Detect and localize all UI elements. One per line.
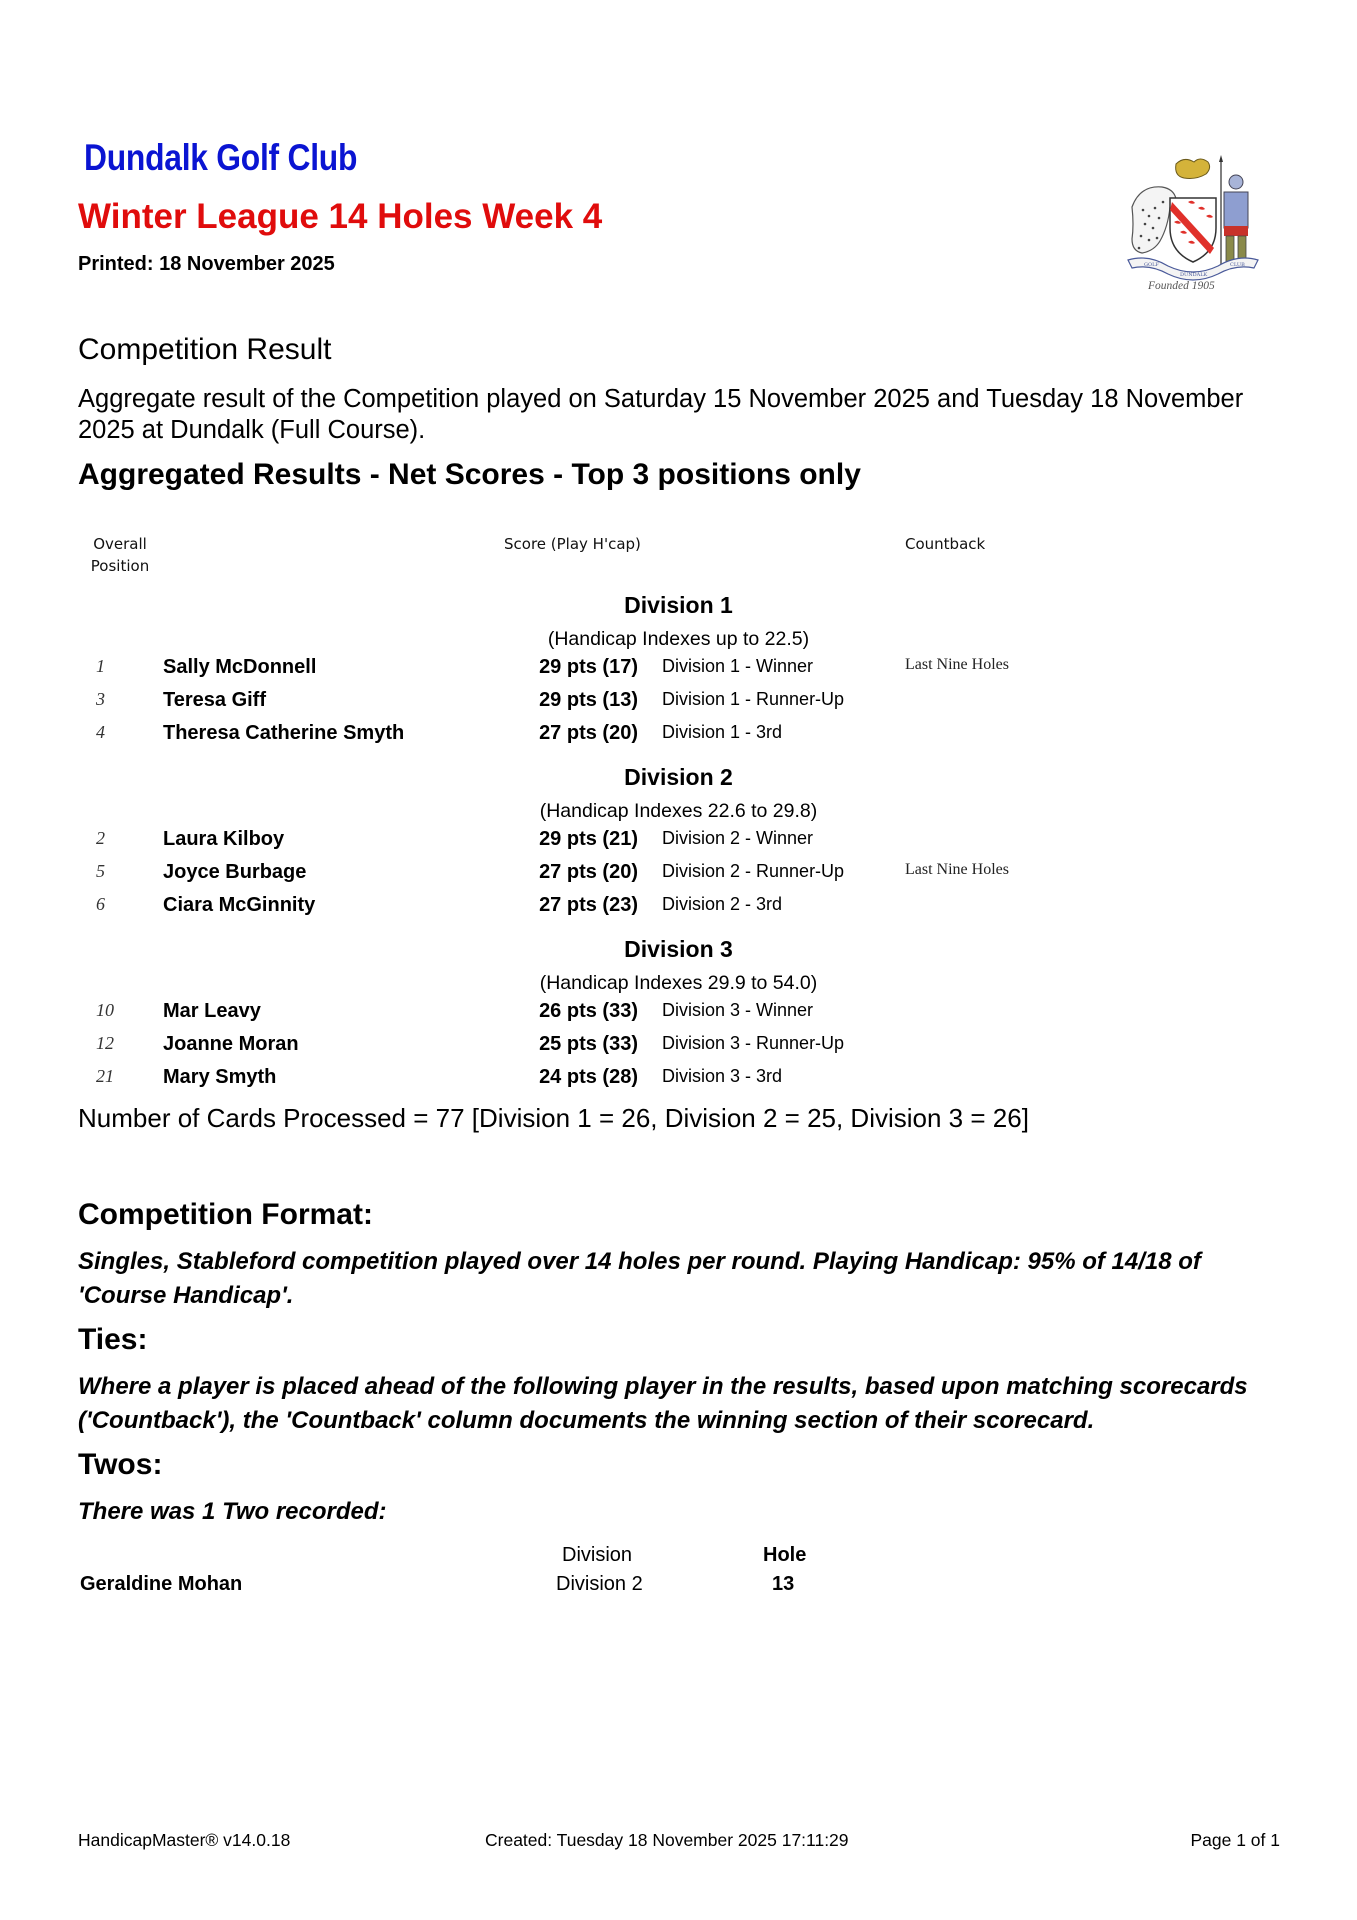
table-row <box>0 1033 1357 1063</box>
ties-heading: Ties: <box>78 1323 148 1356</box>
table-row <box>0 894 1357 924</box>
award: Division 2 - 3rd <box>662 894 783 914</box>
cards-processed: Number of Cards Processed = 77 [Division 1 = 26, Division 2 = 25, Division 3 = 26] <box>78 1103 1029 1133</box>
player-name: Theresa Catherine Smyth <box>163 722 405 744</box>
award: Division 2 - Runner-Up <box>662 861 845 881</box>
column-header-countback: Countback <box>905 535 986 553</box>
division-1-title: Division 1 <box>624 592 733 618</box>
competition-format-text: Singles, Stableford competition played over 14 holes per round. Playing Handicap: 95% of 14/18 of 'Course Handicap'. <box>78 1248 1201 1309</box>
division-2-title: Division 2 <box>624 764 733 790</box>
award: Division 3 - Winner <box>662 1000 814 1020</box>
column-header-position <box>90 533 150 577</box>
score: 27 pts (20) <box>539 861 638 883</box>
twos-player-hole: 13 <box>772 1573 795 1595</box>
score: 27 pts (23) <box>539 894 638 916</box>
position: 1 <box>96 656 105 676</box>
column-header-position-line1: Overall <box>93 535 147 553</box>
competition-title: Winter League 14 Holes Week 4 <box>78 197 603 236</box>
player-name: Mary Smyth <box>163 1066 277 1088</box>
club-name: Dundalk Golf Club <box>84 137 358 178</box>
twos-player-division: Division 2 <box>556 1573 643 1595</box>
award: Division 1 - Runner-Up <box>662 689 845 709</box>
competition-result-heading: Competition Result <box>78 333 332 366</box>
player-name: Joanne Moran <box>163 1033 299 1055</box>
division-1-range: (Handicap Indexes up to 22.5) <box>547 628 810 650</box>
score: 29 pts (13) <box>539 689 638 711</box>
table-row <box>0 861 1357 891</box>
position: 6 <box>96 894 105 914</box>
score: 25 pts (33) <box>539 1033 638 1055</box>
division-3-range: (Handicap Indexes 29.9 to 54.0) <box>539 972 818 994</box>
position: 21 <box>96 1066 114 1086</box>
twos-heading: Twos: <box>78 1448 163 1481</box>
twos-player-name: Geraldine Mohan <box>80 1573 243 1595</box>
twos-summary: There was 1 Two recorded: <box>78 1498 387 1525</box>
table-row <box>0 1000 1357 1030</box>
column-header-position-line2: Position <box>90 557 150 575</box>
crest-scroll-club: CLUB <box>1230 262 1245 268</box>
countback: Last Nine Holes <box>905 656 1009 673</box>
position: 2 <box>96 828 105 848</box>
logo-caption: Founded 1905 <box>1148 280 1215 292</box>
score: 29 pts (17) <box>539 656 638 678</box>
position: 10 <box>96 1000 114 1020</box>
player-name: Mar Leavy <box>163 1000 261 1022</box>
table-row <box>0 1066 1357 1096</box>
position: 5 <box>96 861 105 881</box>
division-2-range: (Handicap Indexes 22.6 to 29.8) <box>539 800 818 822</box>
twos-column-division: Division <box>562 1544 633 1566</box>
position: 12 <box>96 1033 114 1053</box>
aggregated-results-heading: Aggregated Results - Net Scores - Top 3 positions only <box>78 458 861 491</box>
twos-column-hole: Hole <box>763 1544 807 1566</box>
competition-description: Aggregate result of the Competition played on Saturday 15 November 2025 and Tuesday 18 November 2025 at Dundalk (Full Course). <box>78 385 1244 444</box>
player-name: Laura Kilboy <box>163 828 285 850</box>
position: 3 <box>96 689 105 709</box>
column-header-score: Score (Play H'cap) <box>504 535 641 553</box>
table-row <box>0 722 1357 752</box>
ties-text: Where a player is placed ahead of the following player in the results, based upon matching scorecards ('Countback'), the 'Countback' column documents the winning section of their scorecard. <box>78 1373 1248 1434</box>
award: Division 2 - Winner <box>662 828 814 848</box>
footer-page-number: Page 1 of 1 <box>1190 1830 1280 1850</box>
footer-created-timestamp: Created: Tuesday 18 November 2025 17:11:29 <box>485 1830 849 1850</box>
club-crest-logo <box>1118 152 1268 302</box>
score: 24 pts (28) <box>539 1066 638 1088</box>
player-name: Sally McDonnell <box>163 656 317 678</box>
printed-date: Printed: 18 November 2025 <box>78 253 335 275</box>
score: 29 pts (21) <box>539 828 638 850</box>
countback: Last Nine Holes <box>905 861 1009 878</box>
table-row <box>0 828 1357 858</box>
crest-scroll-golf: GOLF <box>1144 262 1159 268</box>
award: Division 1 - Winner <box>662 656 814 676</box>
table-row <box>0 689 1357 719</box>
table-row <box>0 656 1357 686</box>
player-name: Ciara McGinnity <box>163 894 316 916</box>
score: 26 pts (33) <box>539 1000 638 1022</box>
division-3-title: Division 3 <box>624 936 733 962</box>
player-name: Joyce Burbage <box>163 861 307 883</box>
award: Division 3 - 3rd <box>662 1066 783 1086</box>
position: 4 <box>96 722 105 742</box>
competition-format-heading: Competition Format: <box>78 1198 373 1231</box>
crest-scroll-dundalk: DUNDALK <box>1180 272 1208 278</box>
player-name: Teresa Giff <box>163 689 266 711</box>
score: 27 pts (20) <box>539 722 638 744</box>
award: Division 1 - 3rd <box>662 722 783 742</box>
footer-software-version: HandicapMaster® v14.0.18 <box>78 1830 291 1850</box>
award: Division 3 - Runner-Up <box>662 1033 845 1053</box>
